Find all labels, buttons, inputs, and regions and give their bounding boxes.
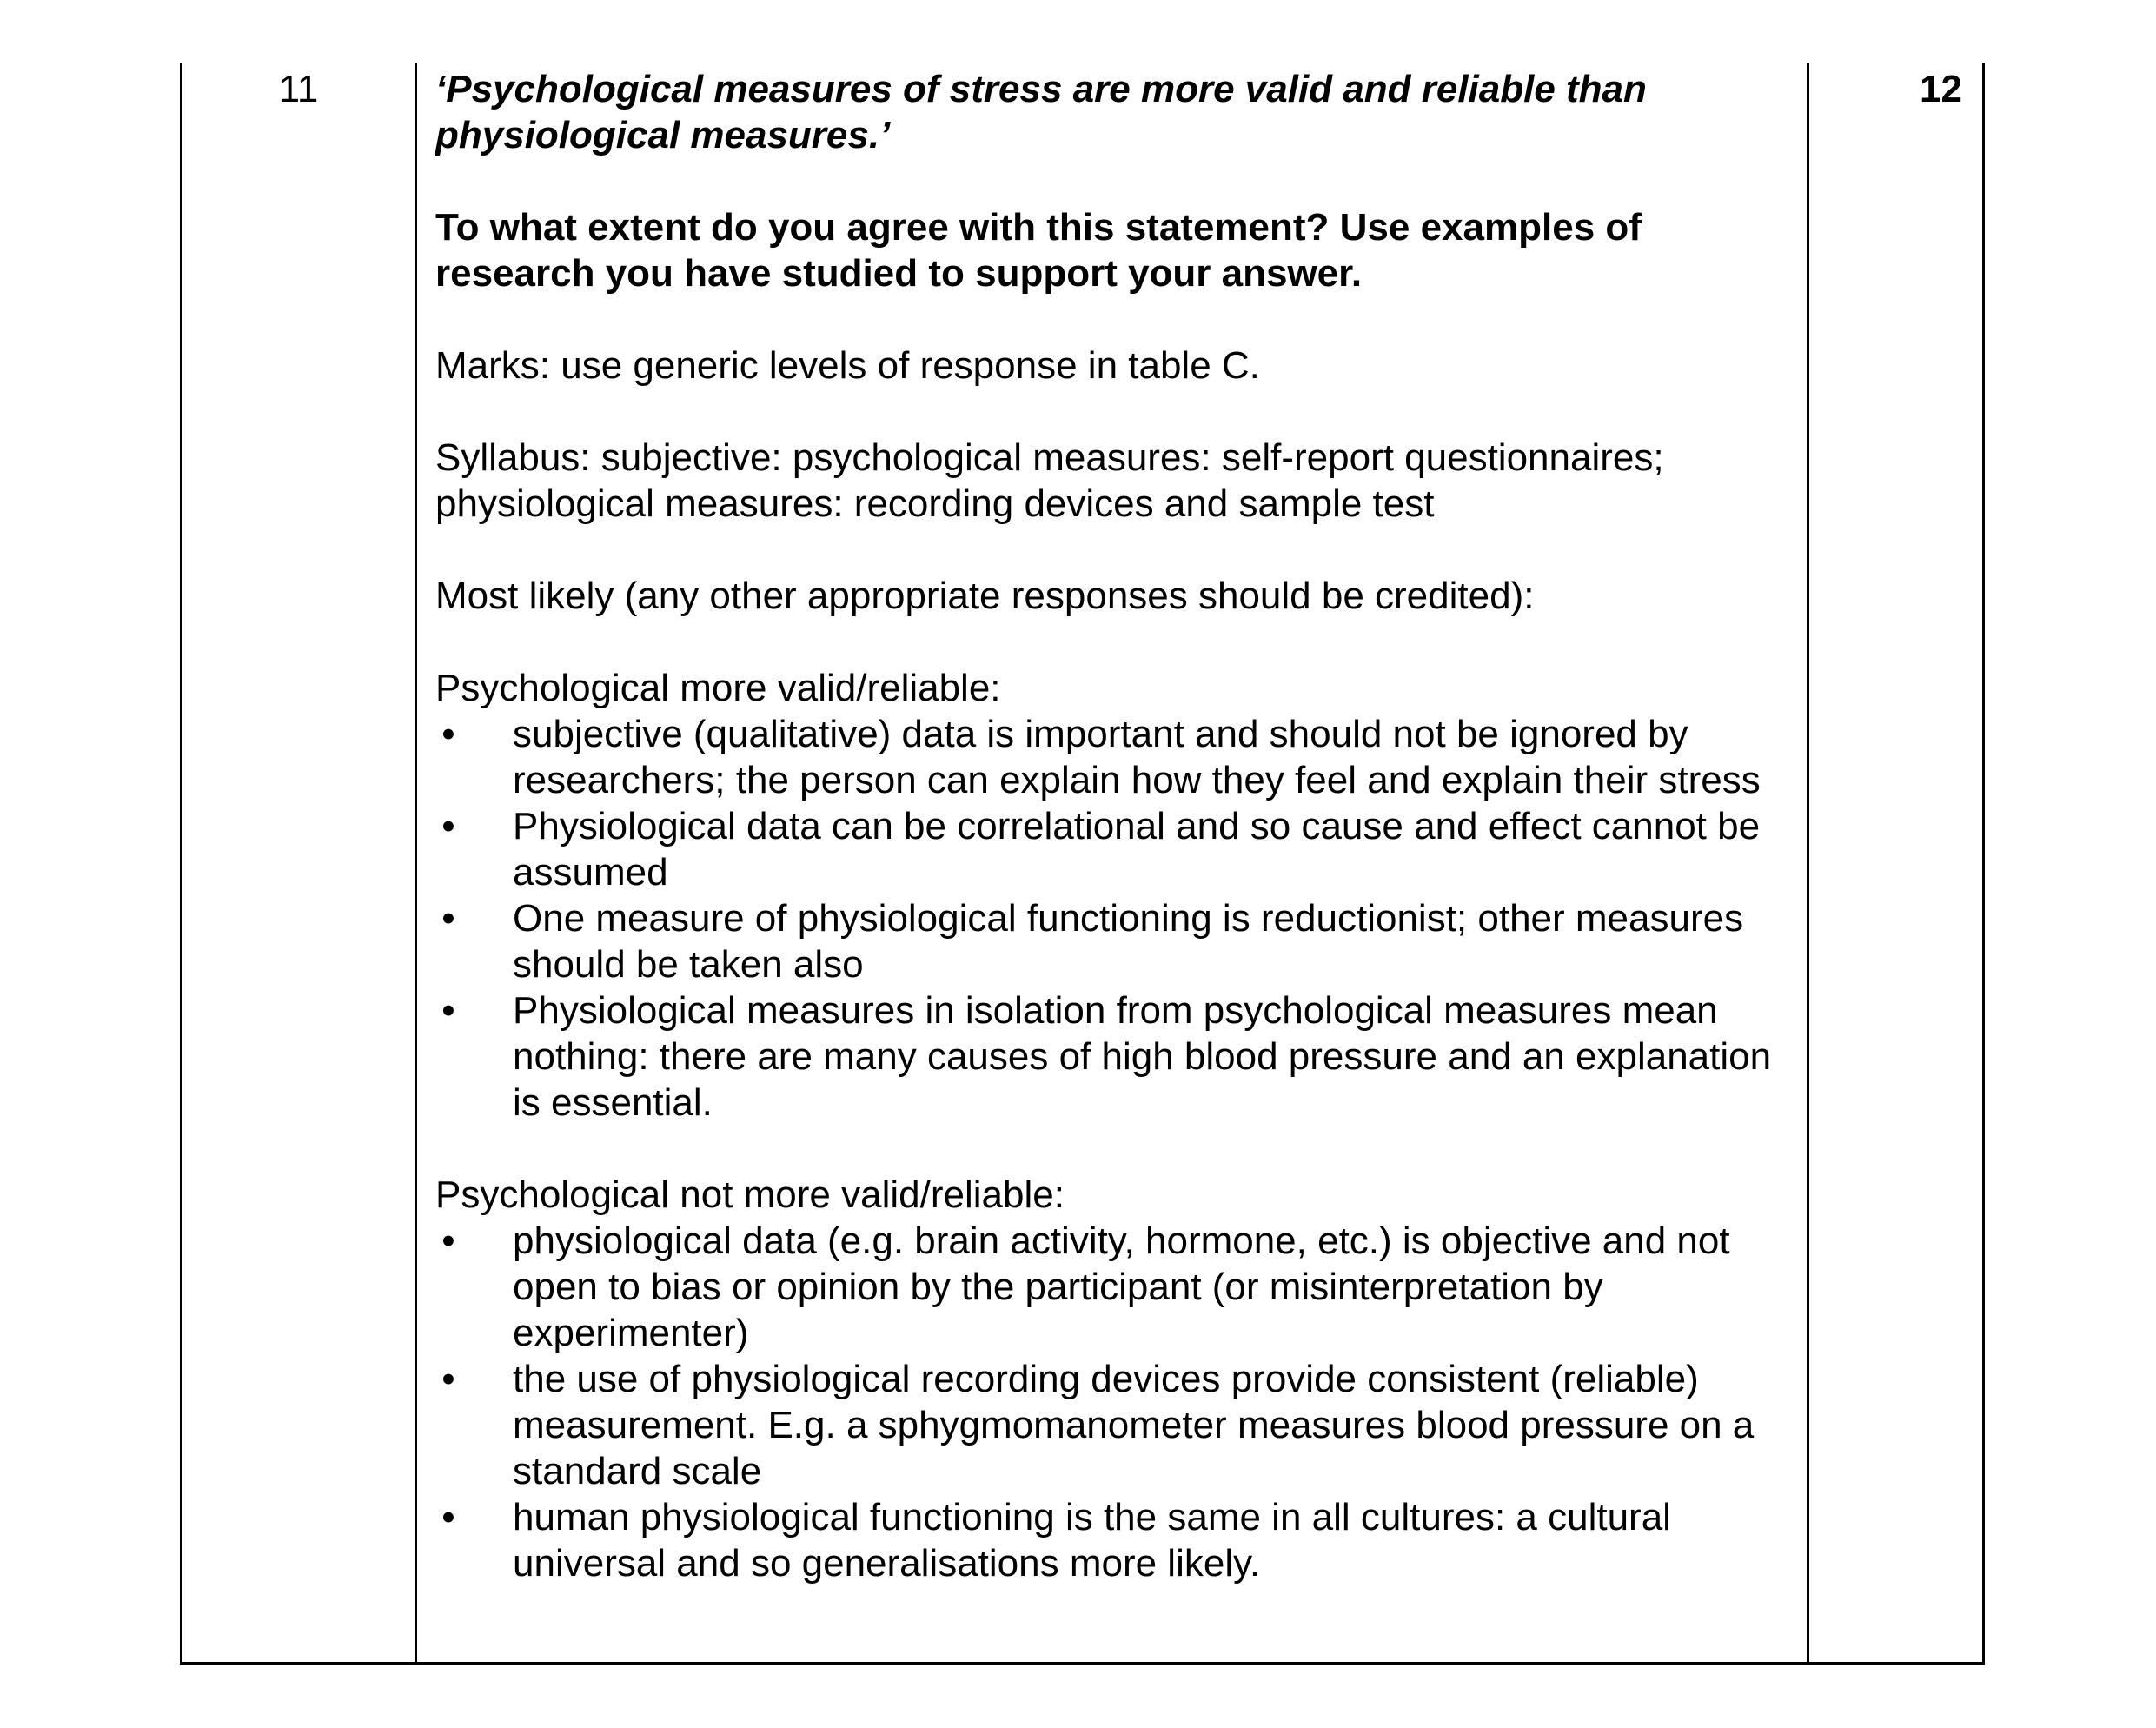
syllabus-note: Syllabus: subjective: psychological measures: self-report questionnaires; physiological measures: recording devices and sample test xyxy=(435,436,1664,525)
column-divider xyxy=(415,63,417,1662)
mark-scheme-table xyxy=(180,63,1985,1665)
question-prompt: To what extent do you agree with this statement? Use examples of research you have studied to support your answer. xyxy=(435,206,1642,295)
list-item-text: physiological data (e.g. brain activity, hormone, etc.) is objective and not open to bias or opinion by the participant (or misinterpretation by experimenter) xyxy=(513,1220,1730,1354)
bullet-icon: • xyxy=(441,1220,455,1262)
bullet-icon: • xyxy=(441,897,455,940)
bullet-list xyxy=(435,711,1791,1126)
list-item-text: the use of physiological recording devices provide consistent (reliable) measurement. E.g. a sphygmomanometer measures blood pressure on a standard scale xyxy=(513,1358,1755,1492)
bullet-icon: • xyxy=(441,1496,455,1539)
question-statement: ‘Psychological measures of stress are more valid and reliable than physiological measures.’ xyxy=(435,68,1647,156)
bullet-list xyxy=(435,1218,1791,1586)
list-item xyxy=(435,711,1791,803)
column-divider xyxy=(1807,63,1809,1662)
bullet-icon: • xyxy=(441,713,455,755)
question-number: 11 xyxy=(278,68,319,110)
marks-note: Marks: use generic levels of response in table C. xyxy=(435,344,1260,387)
bullet-icon: • xyxy=(441,1358,455,1400)
question-marks: 12 xyxy=(1920,68,1962,110)
list-item xyxy=(435,1494,1791,1586)
list-item xyxy=(435,987,1791,1126)
list-item-text: One measure of physiological functioning is reductionist; other measures should be taken also xyxy=(513,897,1744,986)
list-item-text: Physiological data can be correlational and so cause and effect cannot be assumed xyxy=(513,805,1761,894)
list-item-text: Physiological measures in isolation from psychological measures mean nothing: there are many causes of high blood pressure and an explanation is essential. xyxy=(513,989,1772,1124)
answer-guidance xyxy=(435,66,1791,1586)
section-heading: Psychological not more valid/reliable: xyxy=(435,1173,1065,1216)
bullet-icon: • xyxy=(441,989,455,1032)
list-item xyxy=(435,1356,1791,1494)
list-item-text: subjective (qualitative) data is important and should not be ignored by researchers; the person can explain how they feel and explain their stress xyxy=(513,713,1761,801)
bullet-icon: • xyxy=(441,805,455,847)
most-likely-note: Most likely (any other appropriate responses should be credited): xyxy=(435,575,1535,617)
list-item xyxy=(435,895,1791,987)
list-item xyxy=(435,803,1791,895)
list-item-text: human physiological functioning is the same in all cultures: a cultural universal and so generalisations more likely. xyxy=(513,1496,1671,1585)
list-item xyxy=(435,1218,1791,1356)
section-heading: Psychological more valid/reliable: xyxy=(435,667,1001,709)
